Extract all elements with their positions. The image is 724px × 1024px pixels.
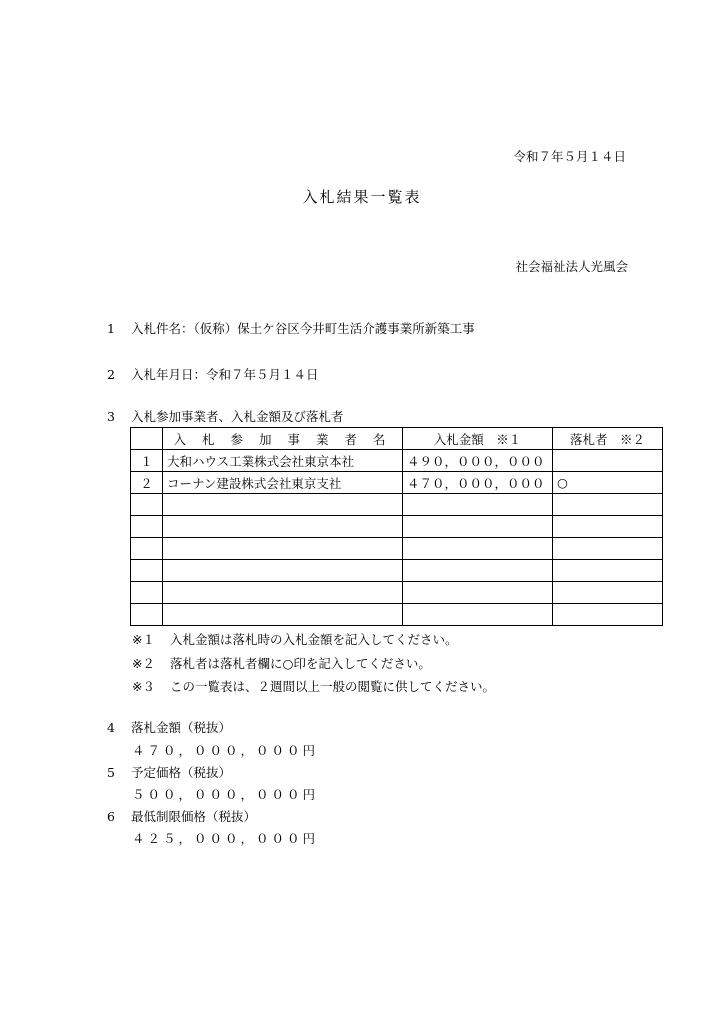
document-date: 令和７年５月１４日	[513, 149, 626, 164]
item-text: 入札件名：（仮称）保土ケ谷区今井町生活介護事業所新築工事	[131, 321, 475, 336]
winner-mark	[553, 516, 663, 538]
bidder-name	[163, 538, 403, 560]
bidder-name	[163, 516, 403, 538]
table-row	[131, 582, 663, 604]
table-row	[131, 538, 663, 560]
organization-name: 社会福祉法人光風会	[515, 259, 628, 274]
note-mark: ※１	[132, 632, 155, 647]
bid-amount: ４９０，０００，０００	[403, 450, 553, 472]
result-5-amount: ５００，０００，０００円	[132, 787, 319, 802]
item-number: 3	[107, 409, 115, 424]
bidder-name	[163, 582, 403, 604]
row-index	[131, 582, 163, 604]
table-row	[131, 494, 663, 516]
item-number: 6	[107, 809, 115, 824]
bid-amount	[403, 538, 553, 560]
result-4-label	[107, 720, 231, 736]
row-index	[131, 516, 163, 538]
item-number: 2	[107, 367, 115, 382]
row-index	[131, 494, 163, 516]
bidder-name: 大和ハウス工業株式会社東京本社	[163, 450, 403, 472]
table-row	[131, 450, 663, 472]
table-row	[131, 516, 663, 538]
note-3	[132, 679, 495, 695]
bid-amount	[403, 516, 553, 538]
winner-mark	[553, 560, 663, 582]
winner-mark	[553, 582, 663, 604]
bid-amount: ４７０，０００，０００	[403, 472, 553, 494]
bid-table	[130, 427, 663, 626]
bid-amount	[403, 604, 553, 626]
winner-mark: ○	[553, 472, 663, 494]
winner-mark	[553, 450, 663, 472]
bidder-name	[163, 560, 403, 582]
item-number: 1	[107, 321, 115, 336]
document-title: 入札結果一覧表	[302, 188, 422, 206]
row-index: １	[131, 450, 163, 472]
item-3	[107, 409, 344, 425]
item-number: 5	[107, 765, 115, 780]
bid-amount	[403, 582, 553, 604]
winner-mark	[553, 604, 663, 626]
bidder-name: コーナン建設株式会社東京支社	[163, 472, 403, 494]
bid-amount	[403, 560, 553, 582]
row-index	[131, 604, 163, 626]
note-text: 落札者は落札者欄に○印を記入してください。	[170, 656, 431, 671]
item-2	[107, 367, 319, 383]
bidder-name	[163, 494, 403, 516]
result-6-amount: ４２５，０００，０００円	[132, 831, 319, 846]
header-index	[131, 428, 163, 450]
note-text: 入札金額は落札時の入札金額を記入してください。	[170, 632, 458, 647]
note-text: この一覧表は、２週間以上一般の閲覧に供してください。	[170, 679, 496, 694]
bid-amount	[403, 494, 553, 516]
header-winner: 落札者 ※２	[553, 428, 663, 450]
item-text: 入札参加事業者、入札金額及び落札者	[131, 409, 344, 424]
result-6-label	[107, 809, 256, 825]
table-row	[131, 604, 663, 626]
result-label: 最低制限価格（税抜）	[131, 809, 257, 824]
note-2	[132, 656, 431, 672]
table-row	[131, 472, 663, 494]
item-text: 入札年月日：令和７年５月１４日	[131, 367, 319, 382]
row-index	[131, 560, 163, 582]
table-header-row	[131, 428, 663, 450]
winner-mark	[553, 494, 663, 516]
bidder-name	[163, 604, 403, 626]
note-mark: ※２	[132, 656, 155, 671]
note-mark: ※３	[132, 679, 155, 694]
item-1	[107, 321, 475, 337]
header-bidder: 入 札 参 加 事 業 者 名	[163, 428, 403, 450]
winner-mark	[553, 538, 663, 560]
row-index	[131, 538, 163, 560]
result-label: 落札金額（税抜）	[131, 720, 232, 735]
result-4-amount: ４７０，０００，０００円	[132, 743, 319, 758]
note-1	[132, 632, 458, 648]
result-5-label	[107, 765, 231, 781]
result-label: 予定価格（税抜）	[131, 765, 232, 780]
item-number: 4	[107, 720, 115, 735]
row-index: ２	[131, 472, 163, 494]
header-amount: 入札金額 ※１	[403, 428, 553, 450]
table-row	[131, 560, 663, 582]
